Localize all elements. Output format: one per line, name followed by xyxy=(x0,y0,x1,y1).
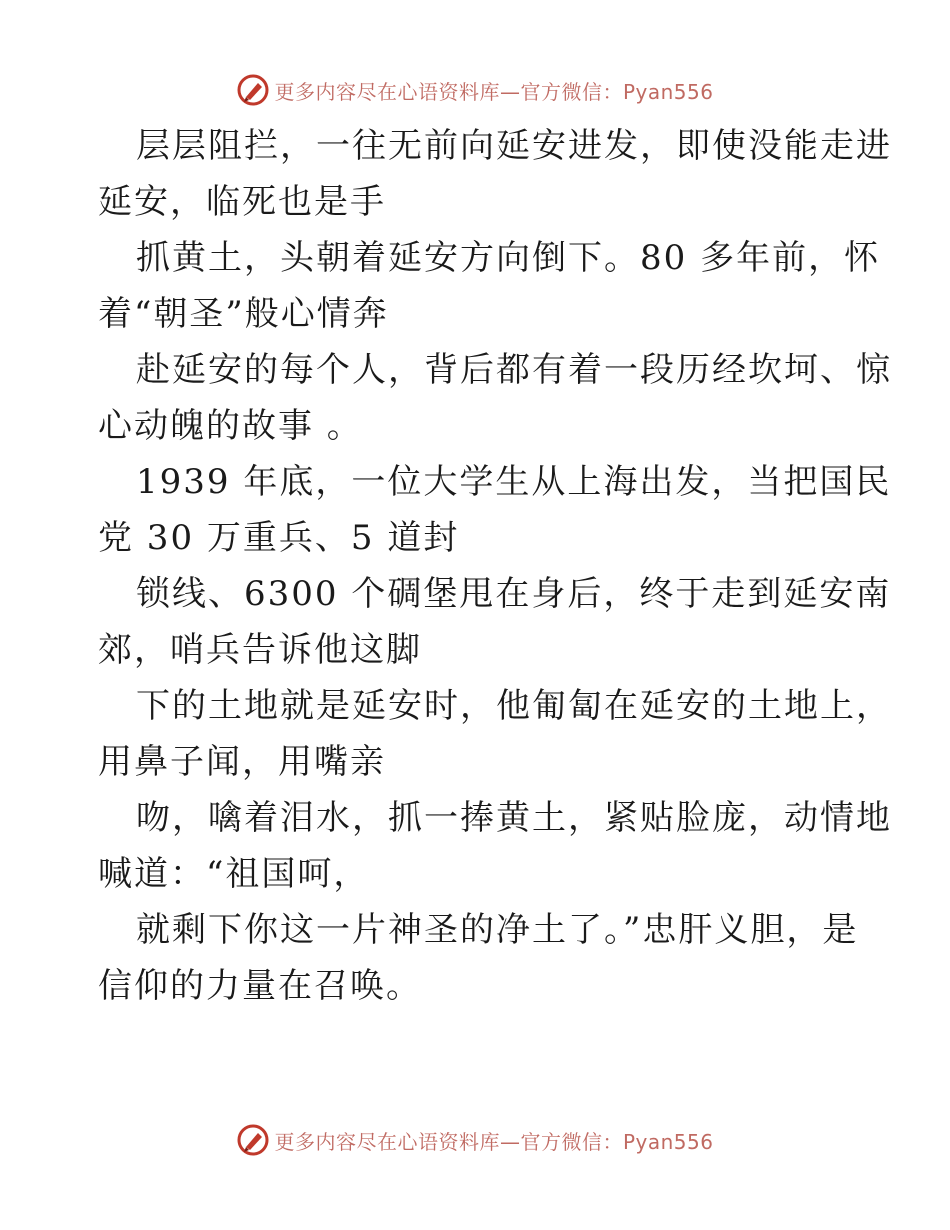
text-line: 喊道：“祖国呵， xyxy=(98,854,370,894)
text-line: 1939 年底，一位大学生从上海出发，当把国民 xyxy=(136,462,892,502)
text-line: 郊，哨兵告诉他这脚 xyxy=(98,630,422,670)
header-watermark xyxy=(0,70,950,110)
text-line: 就剩下你这一片神圣的净土了。”忠肝义胆，是 xyxy=(136,910,859,950)
text-line: 层层阻拦，一往无前向延安进发，即使没能走进 xyxy=(136,126,892,166)
text-line: 心动魄的故事 。 xyxy=(98,406,363,446)
text-line: 延安，临死也是手 xyxy=(98,182,386,222)
document-body xyxy=(98,118,892,1014)
text-line: 着“朝圣”般心情奔 xyxy=(98,294,389,334)
watermark-text: 更多内容尽在心语资料库—官方微信：Pyan556 xyxy=(274,79,714,104)
text-line: 吻，噙着泪水，抓一捧黄土，紧贴脸庞，动情地 xyxy=(136,798,892,838)
text-line: 党 30 万重兵、5 道封 xyxy=(98,518,460,558)
text-line: 用鼻子闻，用嘴亲 xyxy=(98,742,386,782)
pen-logo-icon xyxy=(236,1123,270,1157)
text-line: 下的土地就是延安时，他匍匐在延安的土地上， xyxy=(136,686,892,726)
pen-logo-icon xyxy=(236,73,270,107)
text-line: 抓黄土，头朝着延安方向倒下。80 多年前，怀 xyxy=(136,238,881,278)
watermark-text: 更多内容尽在心语资料库—官方微信：Pyan556 xyxy=(274,1129,714,1154)
text-line: 赴延安的每个人，背后都有着一段历经坎坷、惊 xyxy=(136,350,892,390)
text-line: 锁线、6300 个碉堡甩在身后，终于走到延安南 xyxy=(136,574,892,614)
footer-watermark xyxy=(0,1120,950,1160)
text-line: 信仰的力量在召唤。 xyxy=(98,966,422,1006)
